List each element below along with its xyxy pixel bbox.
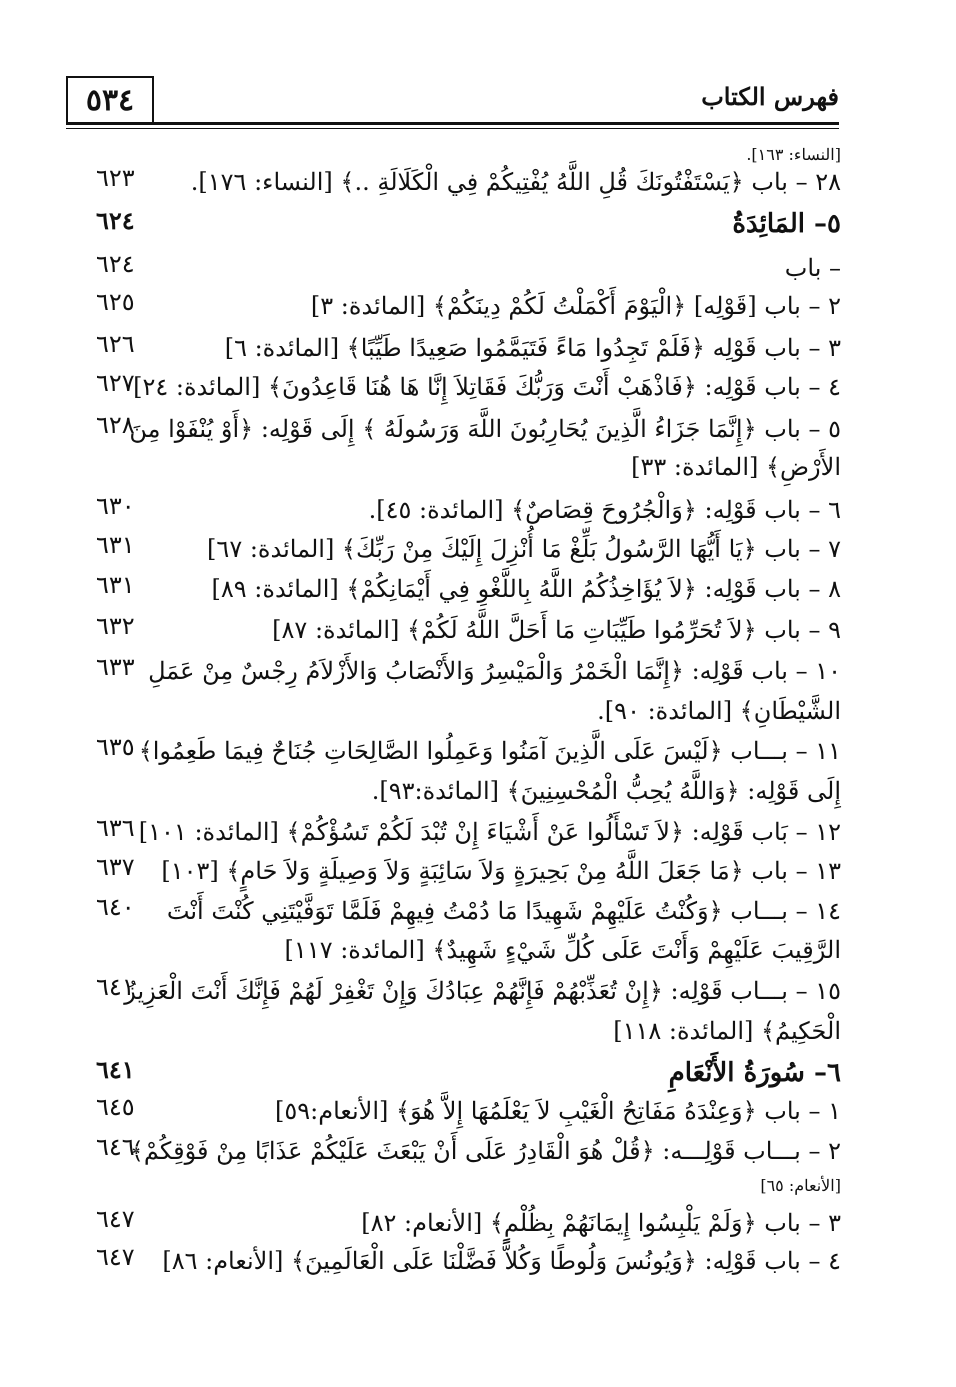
entry-page-number: ٦٤٠ (96, 893, 135, 921)
surah-title: ٥– المَائِدَةُ (732, 209, 841, 239)
entry-continuation: الشَّيْطَانِ﴾ [المائدة: ٩٠]. (597, 697, 841, 725)
entry-title: ١٥ – بـــاب قَوْلِه: ﴿إِنْ تُعَذِّبْهُمْ فَإِنَّهُمْ عِبَادُكَ وَإِنْ تَغْفِرْ لَهُمْ فَإِنَّكَ أَنْتَ الْعَزِيزُ (124, 977, 841, 1005)
entry-page-number: ٦٤٥ (96, 1093, 135, 1121)
entry-title: ٩ – باب ﴿لاَ تُحَرِّمُوا طَيِّبَاتِ مَا أَحَلَّ اللَّهُ لَكُمْ﴾ [المائدة: ٨٧] (272, 616, 841, 644)
entry-page-number: ٦٤٦ (96, 1133, 135, 1161)
entry-continuation: [النساء: ١٦٣]. (746, 145, 841, 164)
entry-page-number: ٦٣٦ (96, 814, 135, 842)
entry-title: ١٣ – باب ﴿مَا جَعَلَ اللَّهُ مِنْ بَحِيرَةٍ وَلاَ سَائِبَةٍ وَلاَ وَصِيلَةٍ وَلاَ حَامٍ﴾ [١٠٣] (161, 857, 841, 885)
page-number-box (66, 76, 154, 122)
entry-continuation: [الأنعام: ٦٥] (760, 1176, 841, 1195)
entry-title: ٧ – باب ﴿يَا أَيُّهَا الرَّسُولُ بَلِّغْ مَا أُنْزِلَ إِلَيْكَ مِنْ رَبِّكَ﴾ [المائدة: ٦٧] (207, 535, 841, 563)
entry-page-number: ٦٣١ (96, 571, 135, 599)
entry-title: ٦ – باب قَوْلِه: ﴿وَالْجُرُوحَ قِصَاصٌ﴾ [المائدة: ٤٥]. (368, 496, 841, 524)
entry-page-number: ٦٣٢ (96, 612, 135, 640)
entry-title: ٥ – باب ﴿إِنَّمَا جَزَاءُ الَّذِينَ يُحَارِبُونَ اللَّهَ وَرَسُولَهُ ﴾ إِلَى قَوْلِه: ﴿أَوْ يُنْفَوْا مِنَ (129, 415, 841, 443)
entry-page-number: ٦٣٧ (96, 853, 135, 881)
entry-continuation: الرَّقِيبَ عَلَيْهِمْ وَأَنْتَ عَلَى كُلِّ شَيْءٍ شَهِيدٌ﴾ [المائدة: ١١٧] (284, 936, 841, 964)
entry-title: ١١ – بـــاب ﴿لَيْسَ عَلَى الَّذِينَ آمَنُوا وَعَمِلُوا الصَّالِحَاتِ جُنَاحٌ فِيمَا طَعِمُوا﴾ (138, 737, 841, 765)
entry-title: ٢ – باب [قَوْلِه] ﴿الْيَوْمَ أَكْمَلْتُ لَكُمْ دِينَكُمْ﴾ [المائدة: ٣] (310, 292, 841, 320)
entry-title: ٨ – باب قَوْلِه: ﴿لاَ يُؤَاخِذُكُمُ اللَّهُ بِاللَّغْوِ فِي أَيْمَانِكُمْ﴾ [المائدة: ٨٩] (211, 575, 841, 603)
entry-title: ٤ – باب قَوْلِه: ﴿وَيُونُسَ وَلُوطًا وَكُلاًّ فَضَّلْنَا عَلَى الْعَالَمِينَ﴾ [الأنعام: ٨٦] (162, 1247, 841, 1275)
running-title: فهرس الكتاب (701, 82, 839, 111)
entry-page-number: ٦٢٥ (96, 288, 135, 316)
entry-continuation: الْحَكِيمُ﴾ [المائدة: ١١٨] (613, 1017, 841, 1045)
entry-page-number: ٦٢٦ (96, 330, 135, 358)
entry-page-number: ٦٢٤ (96, 206, 135, 235)
entry-page-number: ٦٤١ (96, 973, 135, 1001)
page-number: ٥٣٤ (85, 82, 135, 118)
entry-page-number: ٦٣٥ (96, 733, 135, 761)
entry-page-number: ٦٣١ (96, 531, 135, 559)
entry-title: ٢٨ – باب ﴿يَسْتَفْتُونَكَ قُلِ اللَّهُ يُفْتِيكُمْ فِي الْكَلَالَةِ ..﴾ [النساء: ١٧٦]. (190, 168, 841, 196)
entry-title: ١ – باب ﴿وَعِنْدَهُ مَفَاتِحُ الْغَيْبِ لاَ يَعْلَمُهَا إِلاَّ هُوَ﴾ [الأنعام:٥٩] (274, 1097, 841, 1125)
entry-title: ٤ – باب قَوْلِه: ﴿فَاذْهَبْ أَنْتَ وَرَبُّكَ فَقَاتِلاَ إِنَّا هَا هُنَا قَاعِدُونَ﴾ [المائدة: ٢٤] (133, 373, 841, 401)
entry-page-number: ٦٢٤ (96, 250, 135, 278)
entry-continuation: الأَرْضِ﴾ [المائدة: ٣٣] (631, 453, 841, 481)
entry-page-number: ٦٢٣ (96, 164, 135, 192)
entry-page-number: ٦٣٣ (96, 653, 135, 681)
page-header (66, 76, 839, 124)
entry-title: ٣ – باب ﴿وَلَمْ يَلْبِسُوا إِيمَانَهُمْ بِظُلْمٍ﴾ [الأنعام: ٨٢] (361, 1209, 841, 1237)
entry-title: ١٢ – بَاب قَوْلِه: ﴿لاَ تَسْأَلُوا عَنْ أَشْيَاءَ إِنْ تُبْدَ لَكُمْ تَسُؤْكُمْ﴾ [المائدة: ١٠١] (138, 818, 841, 846)
entry-page-number: ٦٢٧ (96, 369, 135, 397)
entry-title: – باب (784, 254, 841, 282)
entry-page-number: ٦٤١ (96, 1055, 135, 1084)
entry-continuation: إِلَى قَوْلِه: ﴿وَاللَّهُ يُحِبُّ الْمُحْسِنِينَ﴾ [المائدة:٩٣]. (371, 777, 841, 805)
entry-title: ٣ – باب قَوْلِه ﴿فَلَمْ تَجِدُوا مَاءً فَتَيَمَّمُوا صَعِيدًا طَيِّبًا﴾ [المائدة: ٦] (224, 334, 841, 362)
entry-page-number: ٦٤٧ (96, 1243, 135, 1271)
entry-page-number: ٦٣٠ (96, 492, 135, 520)
header-rule-thick (66, 122, 839, 125)
entry-page-number: ٦٤٧ (96, 1205, 135, 1233)
header-rule-thin (66, 128, 839, 129)
entry-title: ١٤ – بـــاب ﴿وَكُنْتُ عَلَيْهِمْ شَهِيدًا مَا دُمْتُ فِيهِمْ فَلَمَّا تَوَفَّيْتَنِي كُنْتَ أَنْتَ (166, 897, 841, 925)
surah-title: ٦– سُورَةُ الأَنْعَامِ (668, 1058, 841, 1088)
entry-title: ٢ – بـــاب قَوْلِـــه: ﴿قُلْ هُوَ الْقَادِرُ عَلَى أَنْ يَبْعَثَ عَلَيْكُمْ عَذَابًا مِنْ فَوْقِكُمْ﴾ (129, 1137, 841, 1165)
entry-page-number: ٦٢٨ (96, 411, 135, 439)
entry-title: ١٠ – باب قَوْلِه: ﴿إِنَّمَا الْخَمْرُ وَالْمَيْسِرُ وَالأَنْصَابُ وَالأَزْلاَمُ رِجْسٌ مِنْ عَمَلِ (148, 657, 841, 685)
